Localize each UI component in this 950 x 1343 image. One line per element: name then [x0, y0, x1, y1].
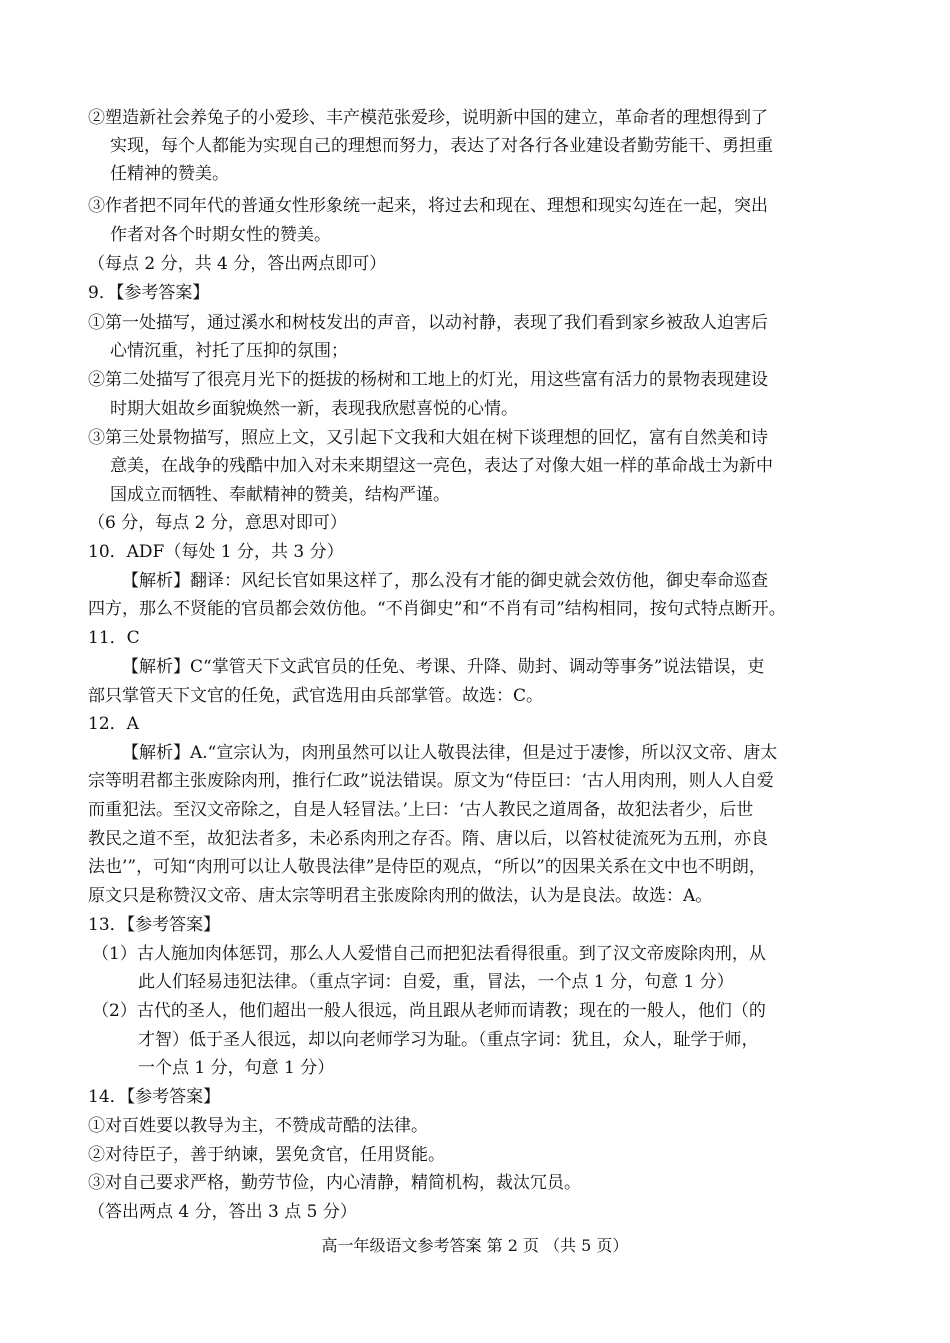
q14-item2: ②对待臣子，善于纳谏，罢免贪官，任用贤能。 [88, 1145, 445, 1165]
q13-part2-line1: （2）古代的圣人，他们超出一般人很远，尚且跟从老师而请教；现在的一般人，他们（的 [92, 1001, 766, 1021]
q8-item3-line2: 作者对各个时期女性的赞美。 [110, 225, 331, 245]
q14-heading: 14．【参考答案】 [88, 1087, 221, 1107]
q9-score-note: （6 分，每点 2 分，意思对即可） [88, 513, 347, 533]
q8-item2-line2: 实现，每个人都能为实现自己的理想而努力，表达了对各行各业建设者勤劳能干、勇担重 [110, 136, 773, 156]
q11-analysis-line2: 部只掌管天下文官的任免，武官选用由兵部掌管。故选：C。 [88, 686, 544, 706]
q13-heading: 13．【参考答案】 [88, 915, 221, 935]
q8-item2-line1: ②塑造新社会养兔子的小爱珍、丰产模范张爱珍，说明新中国的建立，革命者的理想得到了 [88, 108, 768, 128]
q9-item1-line1: ①第一处描写，通过溪水和树枝发出的声音，以动衬静，表现了我们看到家乡被敌人迫害后 [88, 313, 768, 333]
q12-analysis-line2: 宗等明君都主张废除肉刑，推行仁政”说法错误。原文为“侍臣曰：‘古人用肉刑，则人人自爱 [88, 771, 774, 791]
q9-item2-line1: ②第二处描写了很亮月光下的挺拔的杨树和工地上的灯光，用这些富有活力的景物表现建设 [88, 370, 768, 390]
q10-heading: 10．ADF（每处 1 分，共 3 分） [88, 542, 344, 562]
q12-heading: 12．A [88, 714, 139, 734]
q12-analysis-line3: 而重犯法。至汉文帝除之，自是人轻冒法。’上曰：‘古人教民之道周备，故犯法者少，后世 [88, 800, 754, 820]
q9-heading: 9．【参考答案】 [88, 283, 210, 303]
q9-item2-line2: 时期大姐故乡面貌焕然一新，表现我欣慰喜悦的心情。 [110, 399, 518, 419]
q14-item1: ①对百姓要以教导为主，不赞成苛酷的法律。 [88, 1116, 428, 1136]
q9-item3-line2: 意美，在战争的残酷中加入对未来期望这一亮色，表达了对像大姐一样的革命战士为新中 [110, 456, 773, 476]
q10-analysis-line1: 【解析】翻译：风纪长官如果这样了，那么没有才能的御史就会效仿他，御史奉命巡查 [122, 571, 768, 591]
q12-analysis-line4: 教民之道不至，故犯法者多，未必系肉刑之存否。隋、唐以后，以笞杖徒流死为五刑，亦良 [88, 829, 768, 849]
q13-part1-line2: 此人们轻易违犯法律。（重点字词：自爱，重，冒法，一个点 1 分，句意 1 分） [138, 972, 734, 992]
q12-analysis-line1: 【解析】A.“宣宗认为，肉刑虽然可以让人敬畏法律，但是过于凄惨，所以汉文帝、唐太 [122, 743, 778, 763]
q8-score-note: （每点 2 分，共 4 分，答出两点即可） [88, 254, 387, 274]
q13-part2-line3: 一个点 1 分，句意 1 分） [138, 1058, 335, 1078]
page-footer: 高一年级语文参考答案 第 2 页 （共 5 页） [321, 1236, 629, 1255]
q8-item3-line1: ③作者把不同年代的普通女性形象统一起来，将过去和现在、理想和现实勾连在一起，突出 [88, 196, 768, 216]
q12-analysis-line6: 原文只是称赞汉文帝、唐太宗等明君主张废除肉刑的做法，认为是良法。故选：A。 [88, 886, 713, 906]
q10-analysis-line2: 四方，那么不贤能的官员都会效仿他。“不肖御史”和“不肖有司”结构相同，按句式特点断开。 [88, 599, 786, 619]
q11-heading: 11．C [88, 628, 140, 648]
q13-part1-line1: （1）古人施加肉体惩罚，那么人人爱惜自己而把犯法看得很重。到了汉文帝废除肉刑，从 [92, 944, 766, 964]
q9-item3-line3: 国成立而牺牲、奉献精神的赞美，结构严谨。 [110, 485, 450, 505]
q12-analysis-line5: 法也’”，可知“肉刑可以让人敬畏法律”是侍臣的观点，“所以”的因果关系在文中也不明朗， [88, 857, 766, 877]
q14-score-note: （答出两点 4 分，答出 3 点 5 分） [88, 1202, 357, 1222]
q14-item3: ③对自己要求严格，勤劳节俭，内心清静，精简机构，裁汰冗员。 [88, 1173, 581, 1193]
q13-part2-line2: 才智）低于圣人很远，却以向老师学习为耻。（重点字词：犹且，众人，耻学于师， [138, 1030, 759, 1050]
q9-item3-line1: ③第三处景物描写，照应上文，又引起下文我和大姐在树下谈理想的回忆，富有自然美和诗 [88, 428, 768, 448]
q11-analysis-line1: 【解析】C“掌管天下文武官员的任免、考课、升降、勋封、调动等事务”说法错误，吏 [122, 657, 765, 677]
q8-item2-line3: 任精神的赞美。 [110, 164, 229, 184]
q9-item1-line2: 心情沉重，衬托了压抑的氛围； [110, 341, 348, 361]
